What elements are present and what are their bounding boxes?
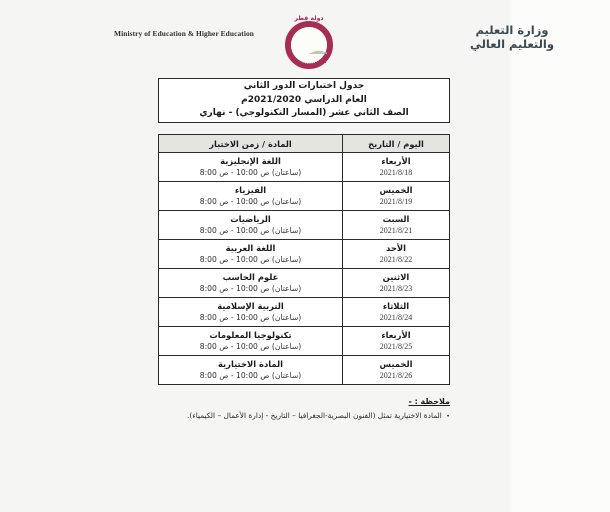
day-name: السبت <box>382 214 410 224</box>
table-row <box>159 269 450 298</box>
table-row <box>159 153 450 182</box>
day-date-cell <box>343 153 450 182</box>
subject-time-cell <box>159 182 343 211</box>
exam-date: 2021/8/24 <box>379 313 413 322</box>
title-line-academic-year: العام الدراسي 2021/2020م <box>241 94 367 105</box>
subject-time-cell <box>159 153 343 182</box>
emblem-top-text: دولة قطر <box>294 15 324 22</box>
emblem-inner-circle <box>291 27 327 63</box>
day-date-cell <box>343 269 450 298</box>
qatar-emblem-graphic <box>281 11 337 69</box>
exam-time: 8:00 ص‎ - 10:00 ص‎ (ساعتان) <box>199 371 302 380</box>
exam-date: 2021/8/26 <box>379 371 413 380</box>
day-name: الخميس <box>379 359 413 369</box>
subject-name: علوم الحاسب <box>222 272 279 282</box>
subject-name: المادة الاختيارية <box>217 359 284 369</box>
table-row <box>159 327 450 356</box>
subject-name: الرياضيات <box>230 214 271 224</box>
subject-time-cell <box>159 356 343 385</box>
title-line-grade-track: الصف الثاني عشر (المسار التكنولوجي) - نهاري <box>199 108 409 119</box>
exam-date: 2021/8/23 <box>379 284 413 293</box>
exam-date: 2021/8/25 <box>379 342 413 351</box>
column-header-subject-time: المادة / زمن الاختبار <box>159 135 343 153</box>
exam-schedule-title-box <box>158 78 450 123</box>
subject-time-cell <box>159 240 343 269</box>
subject-time-cell <box>159 298 343 327</box>
bullet-icon: • <box>446 412 450 420</box>
subject-time-cell <box>159 211 343 240</box>
qatar-state-emblem-icon <box>281 11 337 69</box>
table-row <box>159 240 450 269</box>
note-line <box>158 411 450 420</box>
subject-name: اللغة الإنجليزية <box>220 156 281 166</box>
exam-time: 8:00 ص‎ - 10:00 ص‎ (ساعتان) <box>199 168 302 177</box>
exam-date: 2021/8/21 <box>379 226 413 235</box>
subject-name: اللغة العربية <box>225 243 276 253</box>
subject-time-cell <box>159 269 343 298</box>
day-date-cell <box>343 327 450 356</box>
exam-time: 8:00 ص‎ - 10:00 ص‎ (ساعتان) <box>199 313 302 322</box>
exam-time: 8:00 ص‎ - 10:00 ص‎ (ساعتان) <box>199 197 302 206</box>
table-row <box>159 356 450 385</box>
day-date-cell <box>343 211 450 240</box>
subject-name: الفيزياء <box>234 185 267 195</box>
exam-date: 2021/8/19 <box>379 197 413 206</box>
day-date-cell <box>343 298 450 327</box>
day-name: الأربعاء <box>381 330 411 340</box>
day-name: الثلاثاء <box>382 301 410 311</box>
note-text: المادة الاختيارية تمثل (الفنون البصرية-الجغرافيا – التاريخ - إدارة الأعمال – الكيمياء). <box>187 411 442 420</box>
day-name: الأربعاء <box>381 156 411 166</box>
exam-schedule-table <box>158 134 450 385</box>
subject-name: تكنولوجيا المعلومات <box>209 330 292 340</box>
exam-date: 2021/8/18 <box>379 168 413 177</box>
day-name: الخميس <box>379 185 413 195</box>
exam-time: 8:00 ص‎ - 10:00 ص‎ (ساعتان) <box>199 255 302 264</box>
ministry-name-english: Ministry of Education & Higher Education <box>114 29 254 38</box>
table-row <box>159 211 450 240</box>
table-row <box>159 298 450 327</box>
day-date-cell <box>343 182 450 211</box>
table-header-row <box>159 135 450 153</box>
table-row <box>159 182 450 211</box>
column-header-day-date: اليوم / التاريخ <box>343 135 450 153</box>
day-name: الاثنين <box>382 272 410 282</box>
day-date-cell <box>343 240 450 269</box>
footnote-section <box>158 389 450 420</box>
exam-date: 2021/8/22 <box>379 255 413 264</box>
note-label: ملاحظة : - <box>408 397 450 406</box>
exam-time: 8:00 ص‎ - 10:00 ص‎ (ساعتان) <box>199 226 302 235</box>
day-name: الأحد <box>386 243 406 253</box>
exam-time: 8:00 ص‎ - 10:00 ص‎ (ساعتان) <box>199 342 302 351</box>
exam-time: 8:00 ص‎ - 10:00 ص‎ (ساعتان) <box>199 284 302 293</box>
day-date-cell <box>343 356 450 385</box>
subject-time-cell <box>159 327 343 356</box>
title-line-exam-round: جدول اختبارات الدور الثاني <box>243 81 365 92</box>
ministry-name-arabic: وزارة التعليم والتعليم العالي <box>469 23 555 51</box>
subject-name: التربية الإسلامية <box>217 301 284 311</box>
